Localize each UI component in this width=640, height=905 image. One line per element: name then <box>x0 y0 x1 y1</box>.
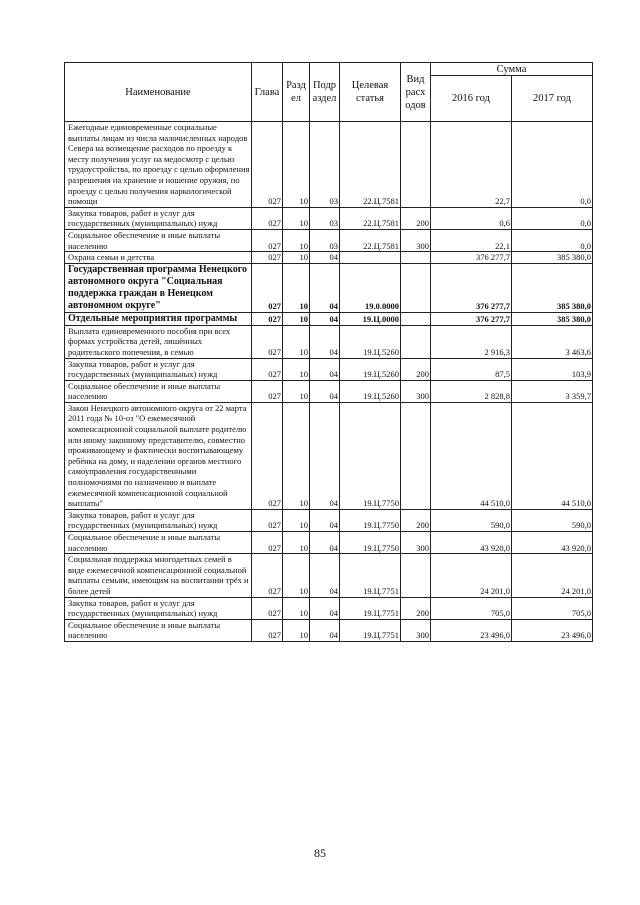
cell-y2017: 44 510,0 <box>512 402 593 509</box>
cell-target: 19.Ц.5260 <box>340 380 401 402</box>
cell-name: Социальное обеспечение и иные выплаты населению <box>65 229 252 251</box>
table-row <box>65 380 593 402</box>
cell-target: 19.Ц.7751 <box>340 619 401 641</box>
cell-glava: 027 <box>252 380 283 402</box>
cell-name: Охрана семьи и детства <box>65 252 252 264</box>
cell-razdel: 10 <box>283 325 310 358</box>
header-sum: Сумма <box>431 63 593 76</box>
header-name: Наименование <box>65 63 252 122</box>
cell-vid: 300 <box>401 532 431 554</box>
cell-target: 19.0.0000 <box>340 263 401 312</box>
cell-glava: 027 <box>252 402 283 509</box>
cell-target: 19.Ц.0000 <box>340 312 401 325</box>
cell-name: Государственная программа Ненецкого автономного округа "Социальная поддержка граждан в Ненецком автономном округе" <box>65 263 252 312</box>
cell-vid <box>401 312 431 325</box>
cell-razdel: 10 <box>283 358 310 380</box>
cell-target: 22.Ц.7581 <box>340 229 401 251</box>
cell-y2016: 87,5 <box>431 358 512 380</box>
table-row <box>65 312 593 325</box>
header-razdel: Разд ел <box>283 63 310 122</box>
cell-podrazdel: 04 <box>310 532 340 554</box>
cell-y2016: 22,7 <box>431 122 512 208</box>
cell-y2017: 385 380,0 <box>512 252 593 264</box>
cell-vid: 300 <box>401 619 431 641</box>
cell-podrazdel: 04 <box>310 263 340 312</box>
table-row <box>65 325 593 358</box>
cell-name: Социальное обеспечение и иные выплаты населению <box>65 532 252 554</box>
cell-y2017: 103,9 <box>512 358 593 380</box>
cell-razdel: 10 <box>283 263 310 312</box>
cell-glava: 027 <box>252 263 283 312</box>
cell-glava: 027 <box>252 122 283 208</box>
cell-glava: 027 <box>252 325 283 358</box>
cell-vid <box>401 122 431 208</box>
header-2016: 2016 год <box>431 76 512 122</box>
table-row <box>65 554 593 597</box>
cell-name: Социальное обеспечение и иные выплаты населению <box>65 619 252 641</box>
cell-y2017: 3 463,6 <box>512 325 593 358</box>
cell-podrazdel: 03 <box>310 207 340 229</box>
cell-podrazdel: 04 <box>310 619 340 641</box>
cell-glava: 027 <box>252 532 283 554</box>
cell-glava: 027 <box>252 619 283 641</box>
cell-podrazdel: 04 <box>310 554 340 597</box>
cell-name: Закупка товаров, работ и услуг для государственных (муниципальных) нужд <box>65 207 252 229</box>
header-vid: Вид расх одов <box>401 63 431 122</box>
cell-y2017: 23 496,0 <box>512 619 593 641</box>
cell-y2016: 376 277,7 <box>431 252 512 264</box>
cell-name: Выплата единовременного пособия при всех формах устройства детей, лишённых родительского попечения, в семью <box>65 325 252 358</box>
cell-y2016: 0,6 <box>431 207 512 229</box>
cell-razdel: 10 <box>283 229 310 251</box>
cell-razdel: 10 <box>283 402 310 509</box>
cell-razdel: 10 <box>283 619 310 641</box>
table-row <box>65 532 593 554</box>
cell-y2016: 44 510,0 <box>431 402 512 509</box>
cell-name: Социальная поддержка многодетных семей в виде ежемесячной компенсационной социальной выплаты семьям, имеющим на воспитании трёх и более детей <box>65 554 252 597</box>
cell-vid: 200 <box>401 597 431 619</box>
cell-y2017: 705,0 <box>512 597 593 619</box>
cell-glava: 027 <box>252 312 283 325</box>
cell-target: 19.Ц.7751 <box>340 597 401 619</box>
table-row <box>65 619 593 641</box>
cell-y2016: 376 277,7 <box>431 312 512 325</box>
cell-target: 22.Ц.7581 <box>340 207 401 229</box>
cell-vid <box>401 554 431 597</box>
cell-name: Закупка товаров, работ и услуг для государственных (муниципальных) нужд <box>65 358 252 380</box>
cell-podrazdel: 04 <box>310 252 340 264</box>
cell-podrazdel: 04 <box>310 325 340 358</box>
cell-name: Закон Ненецкого автономного округа от 22 марта 2011 года № 10-оз "О ежемесячной компенсационной социальной выплате родителю или иному законному представителю, совместно проживающему и фактически воспитывающему ребёнка на дому, и наделении органов местного самоуправления государственными полномочиями по назначению и выплате ежемесячной компенсационной социальной выплаты" <box>65 402 252 509</box>
cell-vid <box>401 252 431 264</box>
cell-y2016: 376 277,7 <box>431 263 512 312</box>
cell-vid: 300 <box>401 380 431 402</box>
cell-glava: 027 <box>252 207 283 229</box>
cell-name: Ежегодные единовременные социальные выплаты лицам из числа малочисленных народов Севера на возмещение расходов по проезду к месту получения услуг на медосмотр с целью трудоустройства, по проезду с целью оформления разрешения на хранение и ношение оружия, по проезду с целью получения наркологической помощи <box>65 122 252 208</box>
header-target: Целевая статья <box>340 63 401 122</box>
cell-razdel: 10 <box>283 532 310 554</box>
cell-target: 19.Ц.7751 <box>340 554 401 597</box>
table-row <box>65 597 593 619</box>
cell-razdel: 10 <box>283 509 310 531</box>
cell-target: 19.Ц.5260 <box>340 325 401 358</box>
cell-razdel: 10 <box>283 554 310 597</box>
cell-name: Закупка товаров, работ и услуг для государственных (муниципальных) нужд <box>65 509 252 531</box>
cell-podrazdel: 04 <box>310 402 340 509</box>
cell-y2016: 24 201,0 <box>431 554 512 597</box>
table-row <box>65 358 593 380</box>
cell-vid <box>401 263 431 312</box>
cell-name: Социальное обеспечение и иные выплаты населению <box>65 380 252 402</box>
cell-razdel: 10 <box>283 312 310 325</box>
cell-y2017: 0,0 <box>512 207 593 229</box>
cell-podrazdel: 04 <box>310 358 340 380</box>
table-row <box>65 509 593 531</box>
table-row <box>65 122 593 208</box>
cell-vid: 200 <box>401 509 431 531</box>
cell-y2016: 43 920,0 <box>431 532 512 554</box>
cell-y2017: 43 920,0 <box>512 532 593 554</box>
cell-glava: 027 <box>252 252 283 264</box>
cell-y2016: 2 828,8 <box>431 380 512 402</box>
cell-podrazdel: 03 <box>310 229 340 251</box>
table-row <box>65 402 593 509</box>
cell-y2017: 24 201,0 <box>512 554 593 597</box>
cell-vid: 200 <box>401 207 431 229</box>
cell-target: 19.Ц.5260 <box>340 358 401 380</box>
cell-razdel: 10 <box>283 207 310 229</box>
cell-y2017: 590,0 <box>512 509 593 531</box>
cell-name: Закупка товаров, работ и услуг для государственных (муниципальных) нужд <box>65 597 252 619</box>
cell-y2016: 590,0 <box>431 509 512 531</box>
cell-glava: 027 <box>252 597 283 619</box>
cell-podrazdel: 04 <box>310 312 340 325</box>
cell-y2016: 23 496,0 <box>431 619 512 641</box>
cell-razdel: 10 <box>283 122 310 208</box>
table-row <box>65 252 593 264</box>
cell-target: 19.Ц.7750 <box>340 509 401 531</box>
cell-glava: 027 <box>252 554 283 597</box>
cell-glava: 027 <box>252 229 283 251</box>
cell-target: 19.Ц.7750 <box>340 402 401 509</box>
cell-y2017: 3 359,7 <box>512 380 593 402</box>
cell-vid: 200 <box>401 358 431 380</box>
cell-podrazdel: 04 <box>310 509 340 531</box>
cell-target: 19.Ц.7750 <box>340 532 401 554</box>
cell-vid <box>401 402 431 509</box>
cell-glava: 027 <box>252 358 283 380</box>
cell-y2017: 0,0 <box>512 122 593 208</box>
cell-y2017: 385 380,0 <box>512 263 593 312</box>
table-row <box>65 229 593 251</box>
cell-podrazdel: 04 <box>310 597 340 619</box>
cell-y2017: 0,0 <box>512 229 593 251</box>
cell-y2017: 385 380,0 <box>512 312 593 325</box>
header-podrazdel: Подр аздел <box>310 63 340 122</box>
table-row <box>65 207 593 229</box>
table-row <box>65 263 593 312</box>
cell-podrazdel: 03 <box>310 122 340 208</box>
cell-name: Отдельные мероприятия программы <box>65 312 252 325</box>
cell-y2016: 705,0 <box>431 597 512 619</box>
cell-vid <box>401 325 431 358</box>
cell-razdel: 10 <box>283 380 310 402</box>
budget-table <box>64 62 593 642</box>
cell-target <box>340 252 401 264</box>
cell-target: 22.Ц.7581 <box>340 122 401 208</box>
header-glava: Глава <box>252 63 283 122</box>
cell-vid: 300 <box>401 229 431 251</box>
cell-razdel: 10 <box>283 597 310 619</box>
header-2017: 2017 год <box>512 76 593 122</box>
cell-glava: 027 <box>252 509 283 531</box>
page-number: 85 <box>314 846 326 860</box>
cell-razdel: 10 <box>283 252 310 264</box>
cell-podrazdel: 04 <box>310 380 340 402</box>
cell-y2016: 22,1 <box>431 229 512 251</box>
cell-y2016: 2 916,3 <box>431 325 512 358</box>
